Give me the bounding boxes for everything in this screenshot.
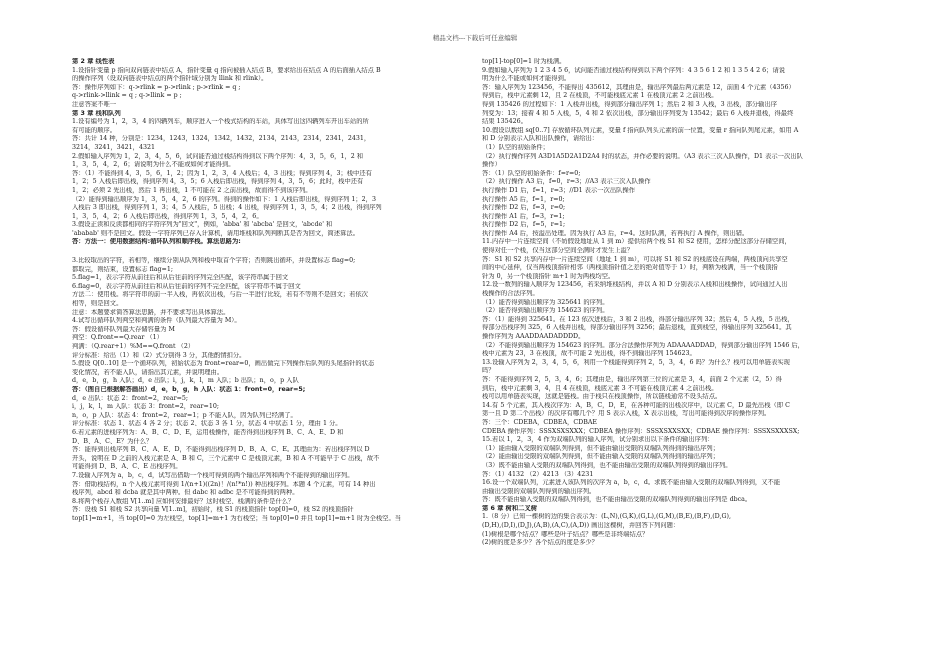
text-line: 入栈后 3 即出栈，得到序列 1，3；4，5 入栈后，5 出栈；4 出栈，得到序列 1，3，5，4；2 出栈，得到序列 xyxy=(72,204,382,212)
text-line: 可能得到 D、B、A、C、E 出栈序列。 xyxy=(72,463,182,471)
text-line: （2）不能得到输出顺序为 154623 的序列。部分合法操作序列为 ADAAAADDAD，得到部分输出序列 1546 后， xyxy=(482,341,804,349)
text-line: 栈中元素为 23，3 在栈顶，故不可能 2 先出栈，得不到输出序列 154623。 xyxy=(482,350,696,358)
text-line: 答：（1）能得到 325641。在 123 依次进栈后，3 和 2 出栈，得部分输出序列 32；然后 4，5 入栈，5 出栈， xyxy=(482,315,794,323)
text-line: 开头，说明在 D 之前的入栈元素是 A、B 和 C，三个元素中 C 是栈顶元素，B 和 A 不可能早于 C 出栈，故不 xyxy=(72,454,380,462)
text-line: 变化情况，若不能入队，请指出其元素，并说明理由。 xyxy=(72,368,224,376)
text-line: 由输出受限的双端队列得到的输出序列。 xyxy=(482,487,596,495)
text-line: （2）能得到输出顺序为 1，3，5，4，2，6 的序列。得到的操作如下：1 入栈后即出栈，得到序列 1；2，3 xyxy=(72,195,376,203)
text-line: 得到 135426 的过程如下：1 入栈并出栈，得到部分输出序列 1；然后 2 和 3 入栈，3 出栈，部分输出序 xyxy=(482,100,778,108)
heading-line: 第 2 章 线性表 xyxy=(72,58,115,65)
text-line: 1，2；必须 2 先出栈，然后 1 再出栈，1 不可能在 2 之前出栈，故而得不到该序列。 xyxy=(72,186,312,194)
text-line: 答：既不能由输入受限的双端队列得到，也不能由输出受限的双端队列得到的输出序列是 dbca。 xyxy=(482,496,752,504)
text-line: （2）能由输出受限的双端队列得到，但不能由输入受限的双端队列得到的输出序列； xyxy=(482,453,719,461)
text-line: 答：输入序列为 123456，不能得出 435612，其理由是，输出序列最后两元素是 12，前面 4 个元素（4356） xyxy=(482,83,795,91)
text-line: (D,H),(D,I),(D,J),(A,B),(A,C),(A,D)) 画出这棵树，并回答下列问题： xyxy=(482,522,680,530)
text-line: 6.若元素的进栈序列为：A、B、C、D、E，运用栈操作，能否得到出栈序列 B、C、A、E、D 和 xyxy=(72,428,344,436)
text-line: 答：三个：CDEBA，CDBEA，CDBAE xyxy=(482,418,597,426)
text-line: 答：能得到出栈序列 B、C、A、E、D，不能得到出栈序列 D、B、A、C、E。其理由为：若出栈序列以 D xyxy=(72,446,370,454)
text-line: 9.假如输入序列为 1 2 3 4 5 6，试问能否通过栈结构得到以下两个序列：4 3 5 6 1 2 和 1 3 5 4 2 6；请说 xyxy=(482,66,786,74)
text-line: （1）能否得到输出顺序为 325641 的序列。 xyxy=(482,298,609,306)
text-line: 方法二：使用栈。将字符串的前一半入栈，再依次出栈，与后一半进行比较，若有不等则不是回文；若依次 xyxy=(72,291,368,299)
heading-line: 答：（图自已根据解答画出）d，e，b，g，h 入队：状态 1：front=0，rear=5; xyxy=(72,385,306,393)
text-line: 判满：（Q.rear+1）%M==Q.front （2） xyxy=(72,343,195,350)
text-line: （1）能由输入受限的双端队列得到，但不能由输出受限的双端队列得到的输出序列； xyxy=(482,444,719,452)
text-line: 判空：Q.front==Q.rear （1） xyxy=(72,334,163,342)
heading-line: 第 6 章 树和二叉树 xyxy=(482,504,538,512)
text-line: 得部分出栈序列 325，6 入栈并出栈，得部分输出序列 3256；最后退栈，直到栈空，得输出序列 325641。其 xyxy=(482,324,792,332)
text-line: 评分标准：状态 1、状态 4 各 2 分；状态 2、状态 3 各 1 分，状态 4 中状态 1 分，理由 1 分。 xyxy=(72,420,342,428)
right-column xyxy=(482,58,882,548)
text-line: top[1]=m+1，当 top[0]=0 为左栈空，top[1]=m+1 为右栈空；当 top[0]=0 并且 top[1]=m+1 时为全栈空。当 xyxy=(72,514,402,522)
text-line: 1，2；5 入栈后即出栈，得到序列 4，3，5；6 入栈后即出栈，得到序列 4，3，5，6；此时，栈中还有 xyxy=(72,178,364,186)
text-line: 7.设输入序列为 a，b，c，d，试写出借助一个栈可得到的两个输出序列和两个不能得到的输出序列。 xyxy=(72,471,354,479)
text-line: 3214，3241，3421，4321 xyxy=(72,143,155,151)
text-line: 操作） xyxy=(482,161,501,169)
text-line: 第一且 D 第二个出栈）的次序有哪几个？用 S 表示入栈，X 表示出栈，写出可能得到次序的操作序列。 xyxy=(482,410,771,418)
page-header: 精品文档---下载后可任意编辑 xyxy=(432,34,518,42)
text-line: 的操作序列（设双向链表中结点的两个指针域分别为 llink 和 rlink）。 xyxy=(72,75,268,83)
text-line: 执行操作 A1 后，f=3，r=1; xyxy=(482,212,565,220)
text-line: （2）能否得到输出顺序为 154623 的序列。 xyxy=(482,307,609,315)
text-line: 有可能的顺序。 xyxy=(72,126,117,134)
text-line: 执行操作 A5 后，f=1，r=0; xyxy=(482,195,565,203)
text-line: 注意：本题要求简答算法思路，并不要求写出具体算法。 xyxy=(72,308,230,316)
text-line: 栈可以用单链表实现，这就是链栈。由于栈只在栈顶操作，所以链栈通常不设头结点。 xyxy=(482,393,722,401)
text-line: 答：设栈 S1 和栈 S2 共享向量 V[1..m]，初始时，栈 S1 的栈顶指针 top[0]=0，栈 S2 的栈顶指针 xyxy=(72,506,354,514)
text-line: 注意答案不唯一 xyxy=(72,100,117,108)
text-line: d，e，b，g，h 入队；d，e 出队；i，j，k，l，m 入队；b 出队；n，o，p 入队 xyxy=(72,377,299,385)
text-line: 5.flag=1，表示字符从前往后和从后往前的序列完全匹配，该字符串属于回文 xyxy=(72,274,289,282)
text-line: （2）执行操作 A3 后，f=0，r=3；//A3 表示三次入队操作 xyxy=(482,178,651,186)
text-line: 1，3，5，4，2；6 入栈后即出栈，得到序列 1，3，5，4，2，6。 xyxy=(72,212,263,220)
text-line: 栈序列，abcd 和 dcba 就是其中两种。但 dabc 和 adbc 是不可能得到的两种。 xyxy=(72,489,299,497)
left-column xyxy=(72,58,472,523)
text-line: q->rlink->llink = q ; q->llink = p ; xyxy=(72,92,182,100)
text-line: (1)树根是哪个结点？哪些是叶子结点？哪些是非终端结点？ xyxy=(482,530,649,538)
text-line: 评分标准：给出（1）和（2）式分别得 3 分，其他酌情扣分。 xyxy=(72,351,246,359)
text-line: （1）队空的初始条件； xyxy=(482,143,549,151)
text-line: 14.有 5 个元素，其入栈次序为：A，B，C，D，E，在各种可能的出栈次序中，以元素 C，D 最先出栈（即 C xyxy=(482,401,790,409)
text-line: 执行操作 A4 后，按溢出处理。因为执行 A3 后，r=4。这时队满，若再执行 A 操作，则出错。 xyxy=(482,229,749,237)
text-line: 明为什么不能或如何才能得到。 xyxy=(482,75,571,83)
text-line: 答：（1）不能得到 4，3，5，6，1，2；因为 1，2，3，4 入栈后；4，3 出栈；得到序列 4，3；栈中还有 xyxy=(72,169,372,177)
text-line: 相等，则是回文。 xyxy=(72,300,123,308)
text-line: 13.设输入序列为 2，3，4，5，6，利用一个栈能得到序列 2，5，3，4，6 吗？为什么？栈可以用单链表实现 xyxy=(482,358,790,366)
text-line: D、B、A、C、E？为什么？ xyxy=(72,437,153,445)
text-line: 得到后，栈中元素剩 12，且 2 在栈顶，不可能栈底元素 1 在栈顶元素 2 之前出栈。 xyxy=(482,92,718,100)
text-line: 答：不能得到序列 2，5，3，4，6；其理由是，输出序列第三位的元素是 3，4，前面 2 个元素（2，5）得 xyxy=(482,375,782,383)
text-line: 答：共计 14 种，分别是：1234，1243，1324，1342，1432，2134，2143，2314，2341，2431， xyxy=(72,135,371,143)
text-line: 12.设一数列的输入顺序为 123456，若采纳堆栈结构，并以 A 和 D 分别表示入栈和出栈操作，试问通过入出 xyxy=(482,281,788,289)
text-line: （2）执行操作序列 A3D1A5D2A1D2A4 时的状态，并作必要的说明。（A3 表示三次入队操作，D1 表示一次出队 xyxy=(482,152,803,160)
text-line: 16.设一个双端队列，元素进入该队列的次序为 a，b，c，d。求既不能由输入受限的双端队列得到，又不能 xyxy=(482,479,781,487)
text-line: 使得对任一个栈，仅当这部分空间全满时才发生上溢？ xyxy=(482,247,634,255)
text-line: 答：（1）4132 （2）4213 （3）4231 xyxy=(482,470,594,478)
text-line: 列变为：13；接着 4 和 5 入栈，5，4 和 2 依次出栈，部分输出序列变为 13542；最后 6 入栈并退栈，得最终 xyxy=(482,109,794,117)
text-line: 到后，栈中元素剩 3，4，且 4 在栈顶，栈底元素 3 不可能在栈顶元素 4 之前出栈。 xyxy=(482,384,718,392)
text-line: 操作序列为 AAADDAADADDDD。 xyxy=(482,333,585,340)
text-line: top[1]-top[0]=1 时为栈满。 xyxy=(482,58,566,65)
text-line: 'ababab' 则不是回文。假设一字符序列已存入计算机，请用堆栈和队列判断其是否为回文，简述算法。 xyxy=(72,229,359,237)
text-line: 执行操作 D1 后，f=1，r=3；//D1 表示一次出队操作 xyxy=(482,186,636,194)
text-line: 答：假设循环队列最大存储容量为 M xyxy=(72,325,175,333)
text-line: 答：（1）队空的初始条件：f=r=0; xyxy=(482,169,581,177)
text-line: 6.flag=0，表示字符从前往后和从后往前的序列不完全匹配，该字符串不属于回文 xyxy=(72,282,301,290)
heading-line: 第 3 章 栈和队列 xyxy=(72,109,121,117)
text-line: (2)树的度是多少？各个结点的度是多少？ xyxy=(482,539,598,547)
text-line: 和 D 分别表示入队和出队操作，请给出： xyxy=(482,135,599,143)
text-line: 15.若以 1，2，3，4 作为双端队列的输入序列，试分别求出以下条件的输出序列： xyxy=(482,436,714,444)
text-line: CDEBA 操作序列：SSSXSXSXXX；CDBEA 操作序列：SSSXSXXSXX；CDBAE 操作序列：SSSXSXXXSX; xyxy=(482,427,800,435)
text-line: 11.内存中一片连续空间（不妨假设地址从 1 到 m）提供给两个栈 S1 和 S2 使用，怎样分配这部分存储空间， xyxy=(482,238,791,246)
text-line: 1.（8 分）已知一棵树的边的集合表示为：(L,N),(G,K),(G,L),(G,M),(B,E),(B,F),(D,G), xyxy=(482,513,731,521)
text-line: 都取完，则结束，设置标志 flag=1; xyxy=(72,265,173,273)
text-line: 8.将两个栈存入数组 V[1..m] 应如何安排最好？这时栈空、栈满的条件是什么？ xyxy=(72,497,295,505)
text-line: 结果 135426。 xyxy=(482,118,527,126)
text-line: 1.设有编号为 1，2，3，4 的四辆列车，顺序进入一个栈式结构的车站，具体写出这四辆列车开出车站的所 xyxy=(72,118,369,126)
heading-line: 答：方法一：使用数据结构:循环队列和顺序栈。算法思路为: xyxy=(72,238,241,246)
text-line: 1.设指针变量 p 指向双向链表中结点 A，指针变量 q 指向被插入结点 B，要求给出在结点 A 的后面插入结点 B xyxy=(72,66,381,74)
text-line: 1，3，5，4，2，6；请说明为什么不能或如何才能得到。 xyxy=(72,161,235,169)
text-line: 2.假如输入序列为 1，2，3，4，5，6，试问能否通过栈结构得到以下两个序列：4，3，5，6，1，2 和 xyxy=(72,152,364,160)
text-line: 3.比较取出的字符，若相等，继续分别从队列和栈中取首个字符；否则跳出循环，并设置标志 flag=0; xyxy=(72,257,356,265)
text-line: n，o，p 入队：状态 4：front=2，rear=1；p 不能入队，因为队列已经满了。 xyxy=(72,411,297,419)
text-line: 答：借助栈结构，n 个入栈元素可得到 1/(n+1)((2n)！/(n!*n!)) 种出栈序列。本题 4 个元素，可有 14 种出 xyxy=(72,480,376,488)
text-line: 3.假设正读和反读都相同的字符序列为"回文"，例如，'abba' 和 'abcba' 是回文，'abcde' 和 xyxy=(72,221,333,229)
text-line: 5.假设 Q[0..10] 是一个循环队列，初始状态为 front=rear=0，画出做完下列操作后队列的头尾指针的状态 xyxy=(72,360,375,368)
text-line: 答：操作序列如下：q->rlink = p->rlink ; p->rlink = q ; xyxy=(72,83,241,91)
text-line: d，e 出队：状态 2：front=2，rear=5; xyxy=(72,394,189,402)
text-line: 栈操作的合法序列。 xyxy=(482,290,539,298)
text-line: 执行操作 D2 后，f=5，r=1; xyxy=(482,221,566,229)
text-line: （3）既不能由输入受限的双端队列得到，也不能由输出受限的双端队列得到的输出序列。 xyxy=(482,461,732,469)
text-line: 4.试写出循环队列判空和判满的条件（队列最大容量为 M）。 xyxy=(72,317,241,325)
text-line: 针为 0，另一个栈顶指针 m+1 时为两栈均空。 xyxy=(482,272,615,280)
text-line: i，j，k，l，m 入队：状态 3：front=2，rear=10; xyxy=(72,403,219,411)
text-line: 吗？ xyxy=(482,367,495,375)
text-line: 间的中心延伸，仅当两栈顶指针相邻（两栈顶指针值之差的绝对值等于 1）时，判断为栈满，当一个栈顶指 xyxy=(482,264,778,272)
text-line: 10.假设以数组 sq[0..7] 存放循环队列元素，变量 f 指向队列头元素的前一位置，变量 r 指向队列尾元素，如用 A xyxy=(482,126,799,134)
text-line: 执行操作 D2 后，f=3，r=0; xyxy=(482,204,566,212)
text-line: 答：S1 和 S2 共享内存中一片连续空间（地址 1 到 m），可以将 S1 和 S2 的栈底设在两端，两栈顶向共享空 xyxy=(482,255,788,263)
